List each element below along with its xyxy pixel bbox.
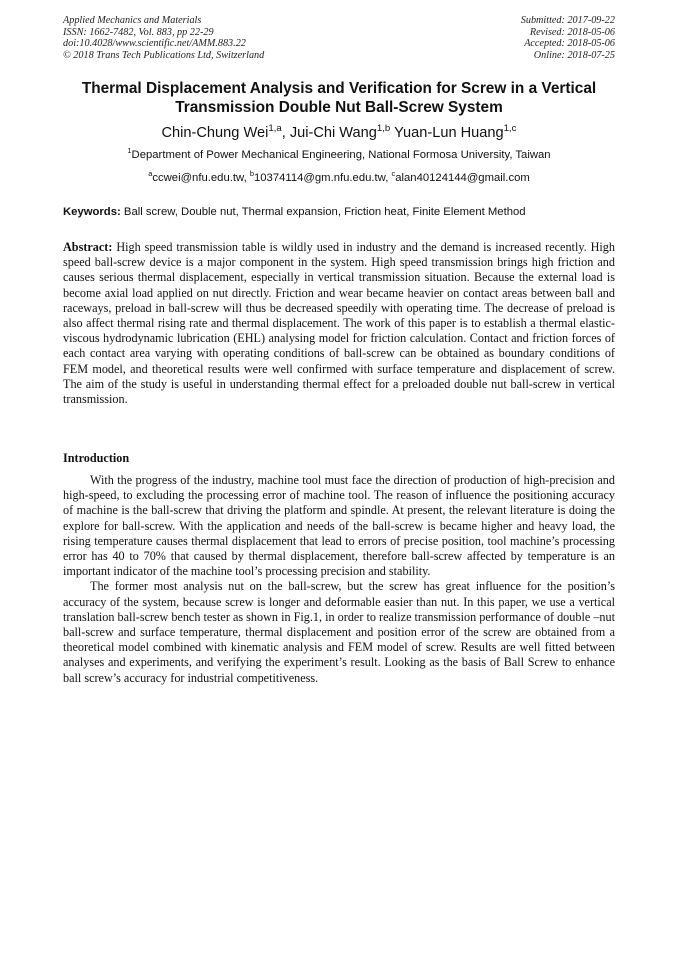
abstract-label: Abstract:	[63, 240, 113, 254]
email-a: ccwei@nfu.edu.tw,	[152, 172, 250, 184]
email-b-marker: b	[249, 169, 254, 179]
title-line-1: Thermal Displacement Analysis and Verification for Screw in a Vertical	[81, 80, 597, 97]
keywords-text: Ball screw, Double nut, Thermal expansion, Friction heat, Finite Element Method	[120, 206, 526, 218]
affiliation	[50, 148, 628, 162]
abstract	[63, 240, 615, 407]
journal-header-right	[521, 15, 615, 61]
author-2: Jui-Chi Wang	[289, 125, 377, 141]
author-1-affil: 1,a	[268, 123, 282, 135]
submitted-date: Submitted: 2017-09-22	[520, 15, 615, 26]
affiliation-text: Department of Power Mechanical Engineering, National Formosa University, Taiwan	[131, 149, 551, 161]
paragraph: With the progress of the industry, machine tool must face the direction of production of high-precision and high-speed, to excluding the processing error of machine tool. The reason of influence the positioning accuracy of machine is the ball-screw that driving the platform and spindle. At present, the relevant literature is doing the explore for ball-screw. With the application and needs of the ball-screw is became higher and heavy load, the rising temperature causes thermal displacement that lead to errors of precise position, tool machine’s processing error has 40 to 70% that caused by thermal displacement, therefore ball-screw affected by temperature is an important indicator of the machine tool’s processing precision and stability.	[63, 473, 615, 579]
copyright-line: © 2018 Trans Tech Publications Ltd, Switzerland	[63, 49, 265, 61]
affiliation-number: 1	[127, 146, 132, 156]
email-b: 10374114@gm.nfu.edu.tw,	[253, 172, 392, 184]
author-1: Chin-Chung Wei	[161, 125, 269, 141]
email-c: alan40124144@gmail.com	[395, 172, 530, 184]
author-list	[50, 124, 628, 142]
introduction-body	[63, 473, 615, 686]
keywords-label: Keywords:	[63, 206, 121, 218]
author-3-affil: 1,c	[503, 123, 517, 135]
paper-title	[50, 80, 628, 117]
issn-line: ISSN: 1662-7482, Vol. 883, pp 22-29	[63, 26, 214, 38]
email-c-marker: c	[391, 169, 396, 179]
journal-header-left	[63, 15, 264, 61]
keywords	[63, 205, 615, 219]
accepted-date: Accepted: 2018-05-06	[524, 38, 615, 50]
author-separator: ,	[281, 125, 290, 141]
author-3: Yuan-Lun Huang	[394, 125, 504, 141]
section-heading-introduction: Introduction	[63, 451, 130, 465]
paragraph: The former most analysis nut on the ball-screw, but the screw has great influence for the position’s accuracy of the system, because screw is longer and deformable easier than nut. In this paper, we use a vertical translation ball-screw bench tester as shown in Fig.1, in order to realize transmission performance of double –nut ball-screw and surface temperature, thermal displacement and position error of the screw are obtained from a theoretical model combined with kinematic analysis and FEM model of screw. Results are well fitted between analyses and experiments, and verifying the experiment’s result. Looking as the basis of Ball Screw to enhance ball screw’s accuracy for industrial competitiveness.	[63, 579, 615, 685]
author-emails	[50, 171, 628, 185]
title-line-2: Transmission Double Nut Ball-Screw System	[175, 98, 503, 116]
online-date: Online: 2018-07-25	[533, 49, 615, 61]
abstract-text: High speed transmission table is wildly used in industry and the demand is increased recently. High speed ball-screw device is a major component in the system. High speed transmission brings high friction and causes serious thermal displacement, especially in vertical transmission situation. Because the external load is become axial load applied on nut directly. Friction and wear became heavier on contact areas between ball and raceways, preload in ball-screw will thus be decreased speedily with operating time. The decrease of preload is also affect thermal rising rate and thermal displacement. The work of this paper is to establish a thermal elastic-viscous hydrodynamic lubrication (EHL) analysing model for friction calculation. Contact and friction forces of each contact area varying with operating conditions of ball-screw can be obtained as boundary conditions of FEM model, and theoretical results were well confirmed with surface temperature and displacement of screw. The aim of the study is useful in understanding thermal effect for a preloaded double nut ball-screw in vertical transmission.	[63, 240, 615, 407]
author-2-affil: 1,b	[376, 123, 391, 135]
revised-date: Revised: 2018-05-06	[529, 26, 615, 38]
journal-name: Applied Mechanics and Materials	[63, 15, 202, 26]
email-a-marker: a	[148, 169, 153, 179]
doi-line: doi:10.4028/www.scientific.net/AMM.883.22	[63, 38, 246, 50]
